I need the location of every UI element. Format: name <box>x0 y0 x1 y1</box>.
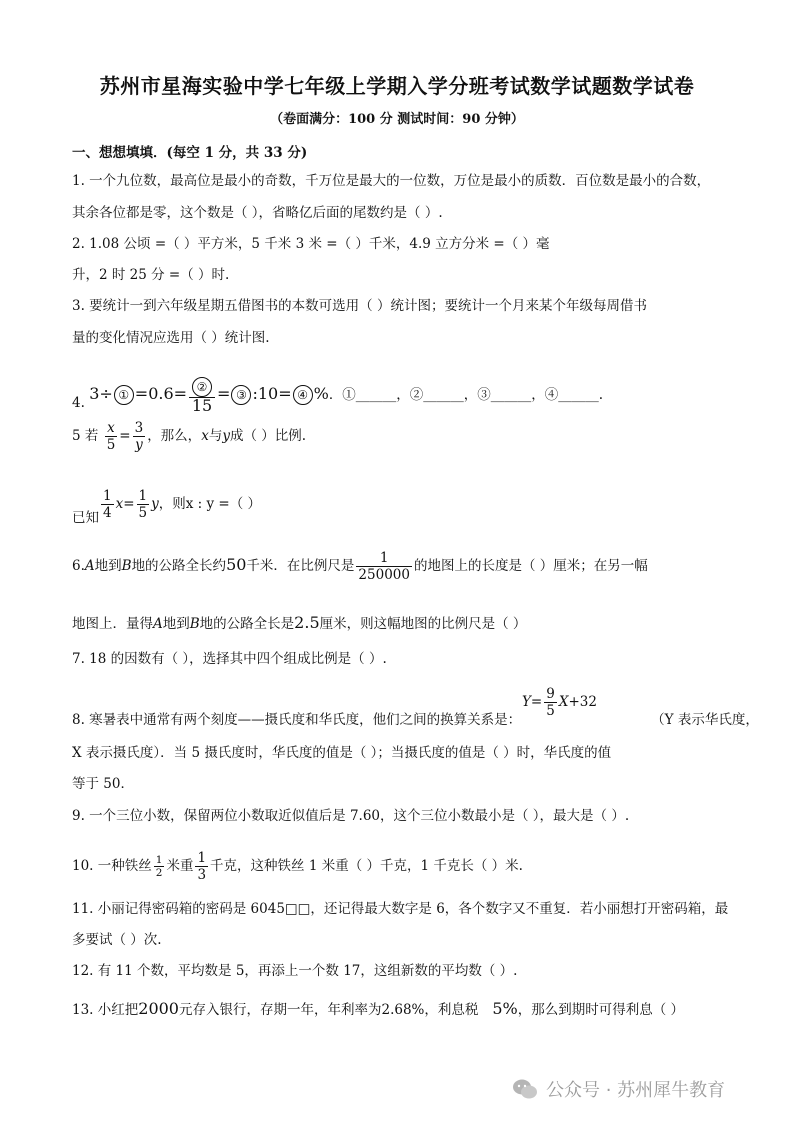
question-13: 13. 小红把2000元存入银行，存期一年，年利率为2.68%，利息税 5%，那么到期时可得利息（ ） <box>72 999 685 1018</box>
question-2-line-1: 2. 1.08 公顷 =（ ）平方米，5 千米 3 米 =（ ）千米，4.9 立方分米 =（ ）毫 <box>72 236 550 252</box>
question-8-formula: Y= $\frac{9}{5}$ X+32 <box>522 686 597 719</box>
question-7: 7. 18 的因数有（ ），选择其中四个组成比例是（ ）. <box>72 651 387 667</box>
section-heading: 一、想想填填．(每空 1 分，共 33 分) <box>72 145 308 161</box>
question-number: 4. <box>72 395 85 411</box>
fraction: $\frac{x}{5}$ <box>106 420 116 453</box>
blank-marker: ① <box>114 385 134 405</box>
math-text: =0.6= <box>134 384 188 403</box>
watermark-text: 公众号 · 苏州犀牛教育 <box>546 1080 726 1101</box>
wechat-icon <box>512 1078 538 1100</box>
question-4 <box>72 362 603 414</box>
fraction: $\frac{1}{250000}$ <box>358 550 410 583</box>
watermark <box>512 1076 725 1102</box>
question-1-line-2: 其余各位都是零，这个数是（ ），省略亿后面的尾数约是（ ）. <box>72 205 443 221</box>
fraction: $\frac{1}{2}$ <box>155 854 163 879</box>
exam-info: （卷面满分：100 分 测试时间：90 分钟） <box>270 112 524 127</box>
math-text: 3÷ <box>89 384 113 403</box>
question-6-line-2: 地图上．量得A地到B地的公路全长是2.5厘米，则这幅地图的比例尺是（ ） <box>72 613 527 632</box>
fraction: $\frac{1}{5}$ <box>138 488 148 521</box>
fraction: $\frac{1}{4}$ <box>103 488 112 521</box>
page-title: 苏州市星海实验中学七年级上学期入学分班考试数学试题数学试卷 <box>99 74 695 98</box>
blank-marker: ④ <box>293 385 313 405</box>
fraction: $\frac{\text{②}}{15}$ <box>189 377 215 414</box>
question-5: 5 若 $\frac{x}{5}$ = $\frac{3}{y}$ ，那么，x与y成（ ）比例. <box>72 420 307 453</box>
question-8-line-3: 等于 50． <box>72 776 134 792</box>
question-1-line-1: 1. 一个九位数，最高位是最小的奇数，千万位是最大的一位数，万位是最小的质数．百位数是最小的合数， <box>72 173 711 189</box>
question-11-line-2: 多要试（ ）次. <box>72 932 162 948</box>
question-3-line-2: 量的变化情况应选用（ ）统计图. <box>72 330 270 346</box>
blank-marker: ② <box>192 377 212 397</box>
question-8-line-2: X 表示摄氏度）．当 5 摄氏度时，华氏度的值是（ ）；当摄氏度的值是（ ）时，华氏度的值 <box>72 745 612 761</box>
question-12: 12. 有 11 个数，平均数是 5，再添上一个数 17，这组新数的平均数（ ）. <box>72 963 518 979</box>
fraction: $\frac{1}{3}$ <box>197 850 207 883</box>
math-text: :10= <box>252 384 292 403</box>
question-3-line-1: 3. 要统计一到六年级星期五借图书的本数可选用（ ）统计图；要统计一个月来某个年级每周借书 <box>72 298 647 314</box>
question-2-line-2: 升，2 时 25 分 =（ ）时. <box>72 267 230 283</box>
fraction: $\frac{9}{5}$ <box>546 686 555 719</box>
question-5-known: 已知 $\frac{1}{4}$ x= $\frac{1}{5}$ y，则x : y =（ ） <box>72 488 262 526</box>
answer-blanks: ．①______，②______，③______，④______. <box>328 387 604 403</box>
fraction: $\frac{3}{y}$ <box>134 420 144 453</box>
math-text: % <box>313 384 329 403</box>
question-8-line-1: 8. 寒暑表中通常有两个刻度——摄氏度和华氏度，他们之间的换算关系是： （Y 表示华氏度， <box>72 712 759 728</box>
question-9: 9. 一个三位小数，保留两位小数取近似值后是 7.60，这个三位小数最小是（ ），最大是（ ）. <box>72 808 630 824</box>
blank-marker: ③ <box>231 385 251 405</box>
question-6-line-1: 6.A地到B地的公路全长约50千米．在比例尺是 $\frac{1}{250000}$ 的地图上的长度是（ ）厘米；在另一幅 <box>72 550 648 583</box>
question-10: 10. 一种铁丝 $\frac{1}{2}$ 米重 $\frac{1}{3}$ 千克，这种铁丝 1 米重（ ）千克，1 千克长（ ）米. <box>72 850 523 883</box>
math-text: = <box>217 384 231 403</box>
question-11-line-1: 11. 小丽记得密码箱的密码是 6045□□，还记得最大数字是 6，各个数字又不重复．若小丽想打开密码箱，最 <box>72 901 729 917</box>
